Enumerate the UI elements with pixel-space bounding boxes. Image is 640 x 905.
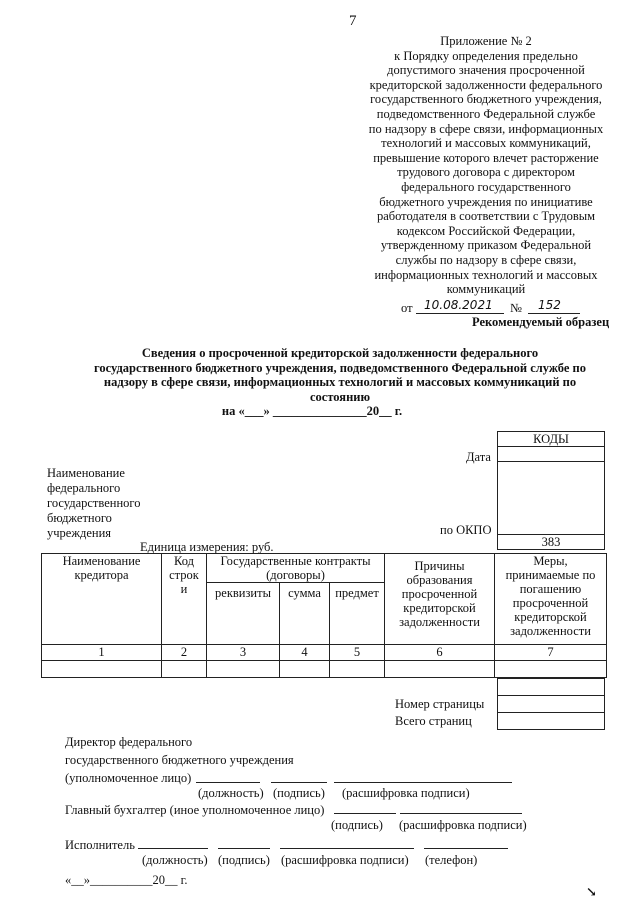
- column-number: 6: [385, 645, 495, 661]
- heading-date-line: на «___» _______________20__ г.: [221, 404, 403, 418]
- appendix-line: по надзору в сфере связи, информационных: [368, 121, 604, 136]
- page-number-label: Номер страницы: [395, 697, 485, 711]
- column-number-row: [42, 645, 607, 661]
- page-number-cell: [498, 696, 605, 713]
- executor-label: Исполнитель: [65, 838, 135, 852]
- heading-line: Сведения о просроченной кредиторской задолженности федерального: [141, 346, 539, 360]
- appendix-line: трудового договора с директором: [397, 165, 575, 180]
- column-number: 7: [495, 645, 607, 661]
- director-label-line3: (уполномоченное лицо): [65, 771, 192, 785]
- executor-caption-decoding: (расшифровка подписи): [281, 853, 409, 867]
- line-code-header-part: и: [180, 582, 188, 596]
- creditors-table: [41, 553, 607, 678]
- appendix-line: информационных технологий и массовых: [374, 267, 598, 282]
- corner-mark: ↘: [586, 884, 597, 899]
- signature-date-line: «__»__________20__ г.: [65, 873, 188, 887]
- document-heading: [70, 346, 610, 419]
- appendix-line: службы по надзору в сфере связи,: [395, 252, 577, 267]
- director-signature-line: [271, 782, 327, 783]
- appendix-line: допустимого значения просроченной: [387, 63, 585, 78]
- appendix-line: коммуникаций: [446, 282, 526, 297]
- executor-phone-line: [424, 848, 508, 849]
- column-number: 2: [162, 645, 207, 661]
- appendix-line: превышение которого влечет расторжение: [373, 150, 599, 165]
- executor-caption-position: (должность): [142, 853, 208, 867]
- heading-line: состоянию: [309, 389, 371, 404]
- director-label-line2: государственного бюджетного учреждения: [65, 753, 294, 767]
- caption-decoding: (расшифровка подписи): [342, 786, 470, 800]
- order-number-label: №: [510, 301, 522, 315]
- executor-caption-phone: (телефон): [425, 853, 478, 867]
- appendix-line: к Порядку определения предельно: [394, 48, 578, 63]
- appendix-line: подведомственного Федеральной службе: [376, 106, 596, 121]
- code-date-cell: [498, 447, 605, 462]
- appendix-line: кодексом Российской Федерации,: [396, 223, 576, 238]
- organization-label-line: государственного: [47, 496, 141, 510]
- table-row: [42, 661, 607, 678]
- total-pages-label: Всего страниц: [395, 714, 472, 728]
- order-date-handwritten: 10.08.2021: [424, 298, 493, 312]
- order-from-label: от: [401, 301, 413, 315]
- director-decoding-line: [334, 782, 512, 783]
- header-line-code: [162, 554, 207, 645]
- accountant-label: Главный бухгалтер (иное уполномоченное лицо): [65, 803, 325, 817]
- director-label-line1: Директор федерального: [65, 735, 193, 749]
- organization-label-line: учреждения: [47, 526, 112, 540]
- appendix-line: бюджетного учреждения по инициативе: [379, 194, 593, 209]
- column-number: 5: [330, 645, 385, 661]
- appendix-line: федерального государственного: [401, 179, 571, 194]
- header-sum: сумма: [280, 583, 330, 645]
- codes-table: [497, 431, 605, 550]
- unit-label: Единица измерения: руб.: [140, 540, 274, 554]
- organization-label: [47, 466, 140, 541]
- appendix-text: [365, 49, 607, 297]
- appendix-line: кредиторской задолженности федерального: [369, 77, 603, 92]
- executor-decoding-line: [280, 848, 414, 849]
- header-creditor: Наименование кредитора: [42, 554, 162, 645]
- column-number: 4: [280, 645, 330, 661]
- accountant-caption-decoding: (расшифровка подписи): [399, 818, 527, 832]
- page-number: 7: [349, 13, 357, 29]
- header-measures: Меры, принимаемые по погашению просроченной кредиторской задолженности: [495, 554, 607, 645]
- executor-position-line: [138, 848, 208, 849]
- organization-label-line: бюджетного: [47, 511, 112, 525]
- executor-caption-signature: (подпись): [218, 853, 270, 867]
- appendix-line: технологий и массовых коммуникаций,: [381, 136, 591, 151]
- recommended-sample: Рекомендуемый образец: [472, 315, 610, 329]
- organization-label-line: Наименование: [47, 466, 125, 480]
- line-code-header-part: Код: [174, 554, 194, 568]
- code-okpo-cell: [498, 462, 605, 535]
- appendix-block: [365, 34, 607, 297]
- column-number: 3: [207, 645, 280, 661]
- order-number-line: [528, 313, 580, 314]
- organization-label-line: федерального: [47, 481, 121, 495]
- header-subject: предмет: [330, 583, 385, 645]
- executor-signature-line: [218, 848, 270, 849]
- caption-position: (должность): [198, 786, 264, 800]
- order-number-handwritten: 152: [538, 298, 561, 312]
- date-label: Дата: [466, 450, 491, 464]
- accountant-signature-line: [334, 813, 396, 814]
- header-contracts: Государственные контракты (договоры): [207, 554, 385, 583]
- column-number: 1: [42, 645, 162, 661]
- heading-line: государственного бюджетного учреждения, подведомственного Федеральной службе по: [94, 360, 586, 375]
- code-unit-cell: 383: [498, 535, 605, 550]
- header-details: реквизиты: [207, 583, 280, 645]
- line-code-header-part: строк: [169, 568, 199, 582]
- appendix-line: утвержденному приказом Федеральной: [380, 238, 592, 253]
- heading-text: [70, 346, 610, 404]
- okpo-label: по ОКПО: [440, 523, 492, 537]
- caption-signature: (подпись): [273, 786, 325, 800]
- appendix-title: Приложение № 2: [440, 34, 532, 48]
- total-pages-cell: [498, 713, 605, 730]
- accountant-decoding-line: [400, 813, 522, 814]
- codes-header: КОДЫ: [498, 432, 605, 447]
- director-position-line: [196, 782, 260, 783]
- heading-line: надзору в сфере связи, информационных технологий и массовых коммуникаций по: [103, 375, 577, 389]
- pages-table: [497, 678, 605, 730]
- appendix-line: работодателя в соответствии с Трудовым: [376, 209, 596, 224]
- header-reasons: Причины образования просроченной кредиторской задолженности: [385, 554, 495, 645]
- appendix-line: государственного бюджетного учреждения,: [370, 92, 602, 107]
- accountant-caption-signature: (подпись): [331, 818, 383, 832]
- order-date-line: [416, 313, 504, 314]
